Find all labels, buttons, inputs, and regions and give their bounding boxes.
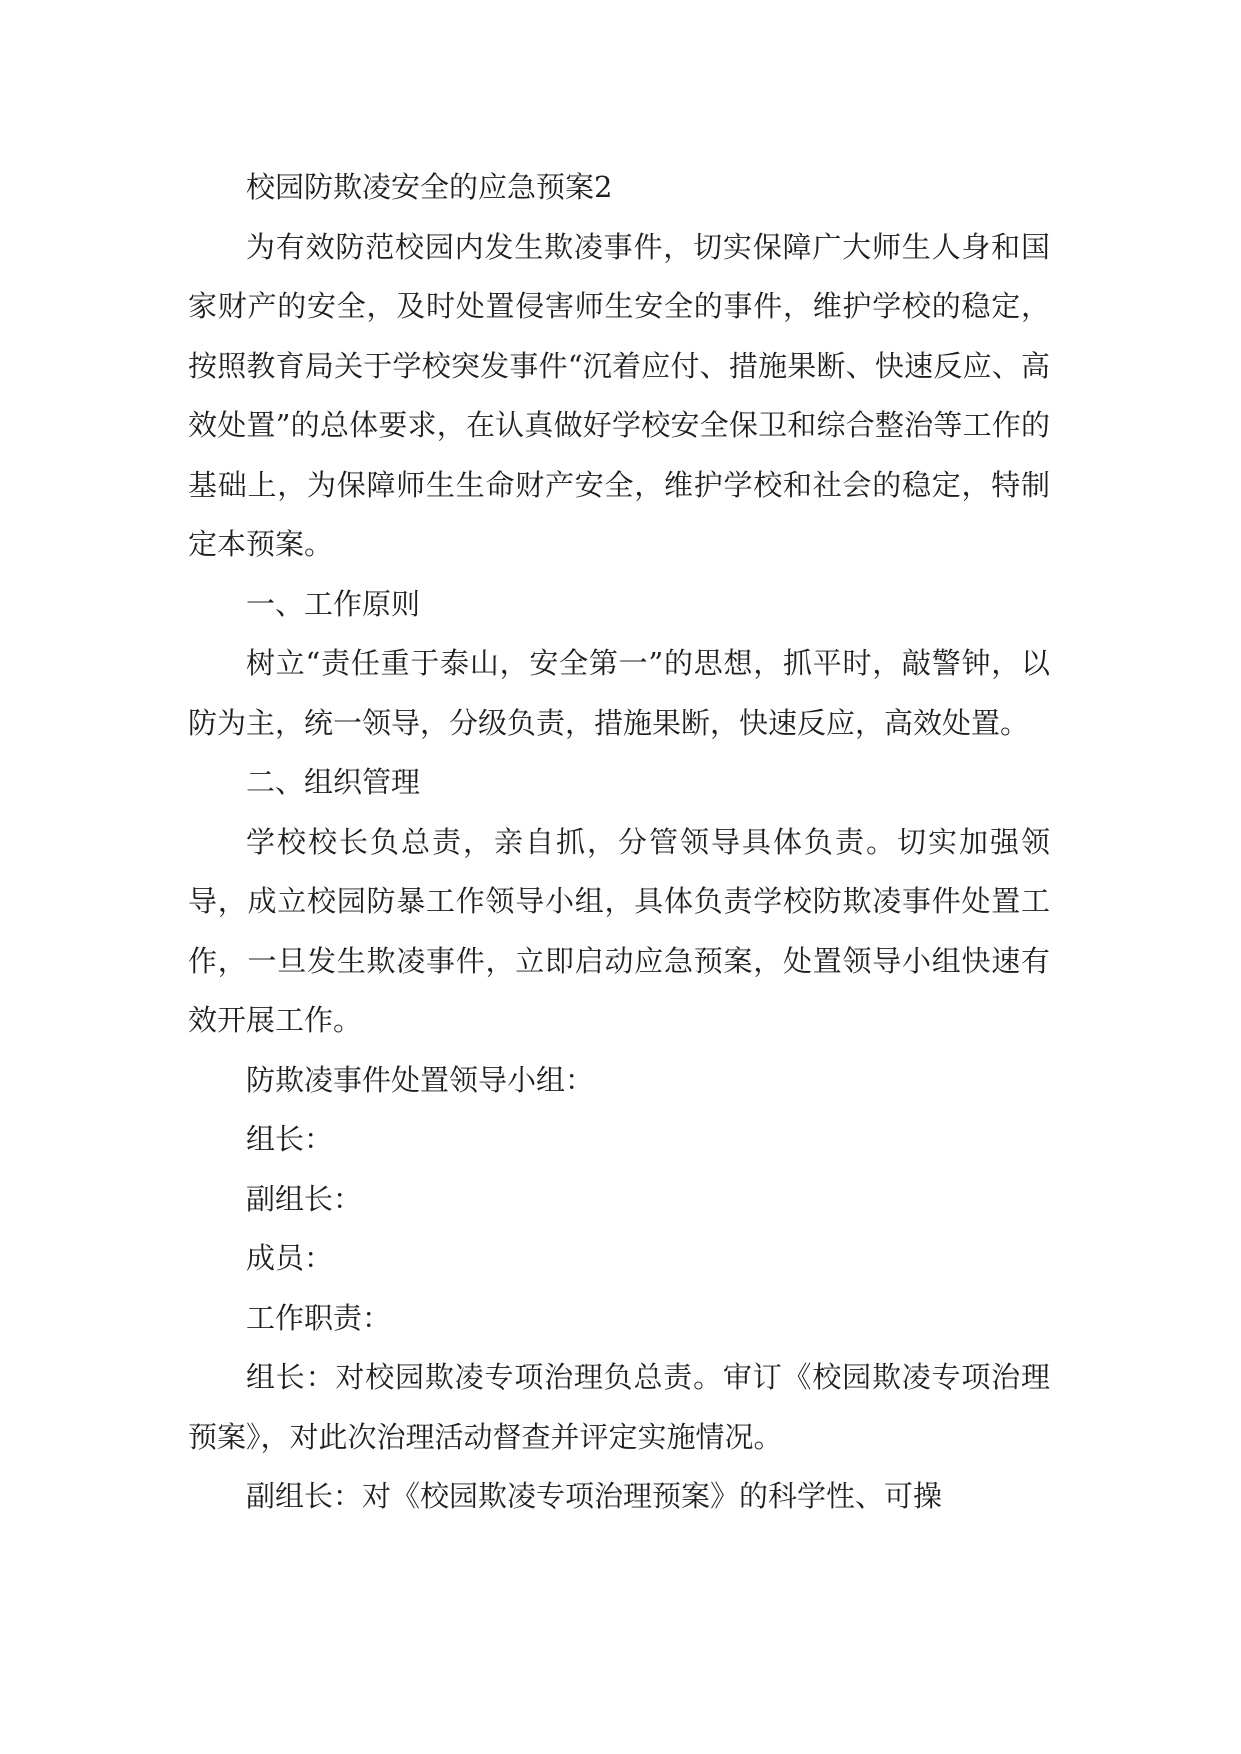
intro-paragraph: 为有效防范校园内发生欺凌事件，切实保障广大师生人身和国家财产的安全，及时处置侵害师生安全的事件，维护学校的稳定，按照教育局关于学校突发事件“沉着应付、措施果断、快速反应、高效处置”的总体要求，在认真做好学校安全保卫和综合整治等工作的基础上，为保障师生生命财产安全，维护学校和社会的稳定，特制定本预案。 xyxy=(188,229,1050,561)
section-heading-organization: 二、组织管理 xyxy=(246,765,421,799)
section-heading-principles: 一、工作原则 xyxy=(246,586,421,621)
document-body xyxy=(188,158,1050,1527)
leadership-group-label: 防欺凌事件处置领导小组： xyxy=(246,1062,595,1097)
document-title: 校园防欺凌安全的应急预案2 xyxy=(246,170,613,204)
deputy-leader-label: 副组长： xyxy=(246,1181,363,1216)
members-label: 成员： xyxy=(246,1241,334,1275)
organization-paragraph: 学校校长负总责，亲自抓，分管领导具体负责。切实加强领导，成立校园防暴工作领导小组，具体负责学校防欺凌事件处置工作，一旦发生欺凌事件，立即启动应急预案，处置领导小组快速有效开展工作。 xyxy=(188,824,1050,1037)
duties-label: 工作职责： xyxy=(246,1300,392,1335)
leader-label: 组长： xyxy=(246,1122,334,1156)
deputy-duty-paragraph: 副组长：对《校园欺凌专项治理预案》的科学性、可操 xyxy=(246,1479,943,1513)
leader-duty-paragraph: 组长：对校园欺凌专项治理负总责。审订《校园欺凌专项治理预案》，对此次治理活动督查并评定实施情况。 xyxy=(188,1360,1050,1454)
principles-paragraph: 树立“责任重于泰山，安全第一”的思想，抓平时，敲警钟，以防为主，统一领导，分级负责，措施果断，快速反应，高效处置。 xyxy=(188,646,1050,740)
